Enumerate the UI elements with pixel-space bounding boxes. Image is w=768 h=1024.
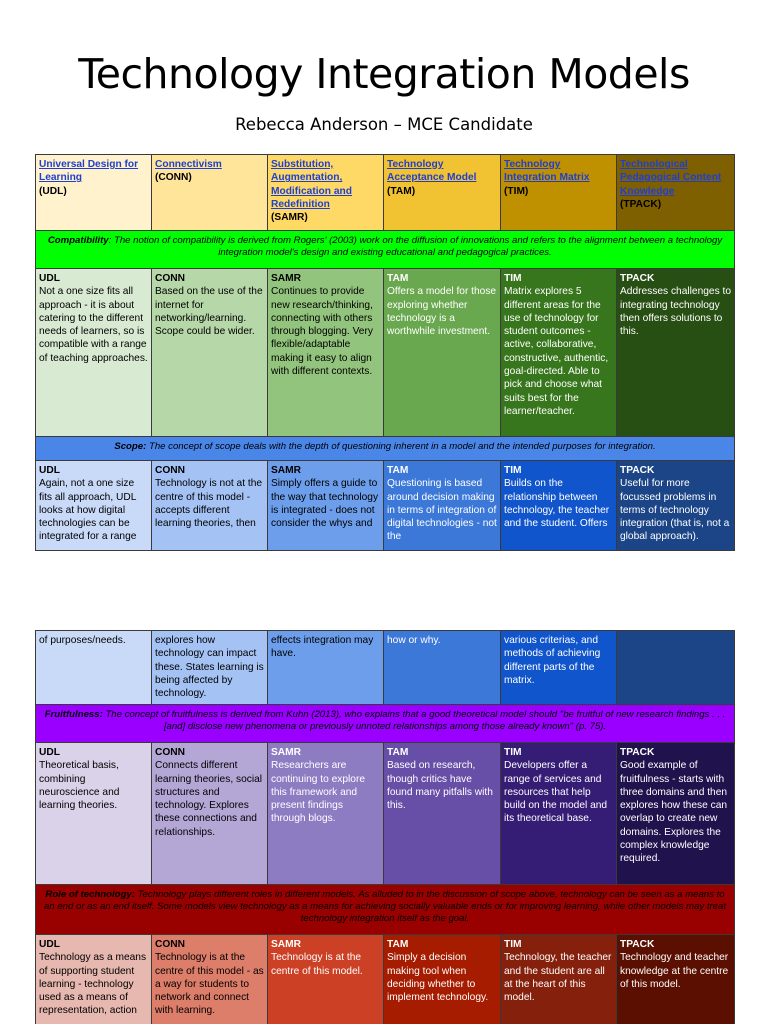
- scope-cont-conn: explores how technology can impact these. States learning is being affected by technology.: [152, 631, 268, 705]
- role-tpack: TPACK Technology and teacher knowledge at the centre of this model.: [617, 935, 735, 1024]
- scope-cont-tpack: [617, 631, 735, 705]
- header-samr: Substitution, Augmentation, Modification and Redefinition (SAMR): [268, 155, 384, 231]
- page-subtitle: Rebecca Anderson – MCE Candidate: [235, 115, 533, 134]
- scope-band: Scope: The concept of scope deals with the depth of questioning inherent in a model and the intended purposes for integration.: [36, 437, 735, 461]
- fruit-udl: UDL Theoretical basis, combining neuroscience and learning theories.: [36, 743, 152, 885]
- scope-cont-tim: various criterias, and methods of achieving different parts of the matrix.: [501, 631, 617, 705]
- fruitfulness-band: Fruitfulness: The concept of fruitfulness is derived from Kuhn (2013), who explains that a good theoretical model should "be fruitful of new research findings . . . [and] disclose new phenomena or previously unnoted relationships among those already known" (p. 75).: [36, 705, 735, 743]
- conn-link[interactable]: Connectivism: [155, 159, 222, 170]
- role-udl: UDL Technology as a means of supporting student learning - technology used as a means of representation, action: [36, 935, 152, 1024]
- scope-continued-row: [36, 631, 735, 705]
- role-row: [36, 935, 735, 1024]
- scope-samr: SAMR Simply offers a guide to the way that technology is integrated - does not consider the whys and: [268, 461, 384, 551]
- header-udl: Universal Design for Learning (UDL): [36, 155, 152, 231]
- compat-tpack: TPACK Addresses challenges to integrating technology then offers solutions to this.: [617, 269, 735, 437]
- scope-conn: CONN Technology is not at the centre of this model - accepts different learning theories, then: [152, 461, 268, 551]
- role-tam: TAM Simply a decision making tool when deciding whether to implement technology.: [384, 935, 501, 1024]
- compat-tam: TAM Offers a model for those exploring whether technology is a worthwhile investment.: [384, 269, 501, 437]
- scope-tpack: TPACK Useful for more focussed problems in terms of technology integration (that is, not a global approach).: [617, 461, 735, 551]
- fruit-tim: TIM Developers offer a range of services and resources that help build on the model and its theoretical base.: [501, 743, 617, 885]
- page-title: Technology Integration Models: [78, 50, 690, 98]
- fruit-samr: SAMR Researchers are continuing to explore this framework and present findings through blogs.: [268, 743, 384, 885]
- header-tam: Technology Acceptance Model (TAM): [384, 155, 501, 231]
- scope-tam: TAM Questioning is based around decision making in terms of integration of digital technologies - not the: [384, 461, 501, 551]
- udl-link[interactable]: Universal Design for Learning: [39, 159, 139, 184]
- scope-row: [36, 461, 735, 551]
- tim-link[interactable]: Technology Integration Matrix: [504, 159, 590, 184]
- models-table-page-1: [35, 154, 735, 551]
- fruit-tam: TAM Based on research, though critics have found many pitfalls with this.: [384, 743, 501, 885]
- scope-cont-samr: effects integration may have.: [268, 631, 384, 705]
- compatibility-row: [36, 269, 735, 437]
- samr-link[interactable]: Substitution, Augmentation, Modification and Redefinition: [271, 159, 352, 210]
- fruit-tpack: TPACK Good example of fruitfulness - starts with three domains and then explores how these can overlap to create new domains. Explores the complex knowledge required.: [617, 743, 735, 885]
- fruitfulness-row: [36, 743, 735, 885]
- role-samr: SAMR Technology is at the centre of this model.: [268, 935, 384, 1024]
- compat-samr: SAMR Continues to provide new research/thinking, connecting with others through blogging. Very flexible/adaptable making it easy to align with different contexts.: [268, 269, 384, 437]
- tpack-link[interactable]: Technological Pedagogical Content Knowledge: [620, 159, 722, 197]
- scope-udl: UDL Again, not a one size fits all approach, UDL looks at how digital technologies can be integrated for a range: [36, 461, 152, 551]
- role-band: Role of technology: Technology plays different roles in different models. As alluded to in the discussion of scope above, technology can be seen as a means to an end or as an end itself. Some models view technology as a means for achieving socially valuable ends or for improving learning, while other models may treat technology integration itself as the goal.: [36, 885, 735, 935]
- scope-cont-tam: how or why.: [384, 631, 501, 705]
- compat-conn: CONN Based on the use of the internet for networking/learning. Scope could be wider.: [152, 269, 268, 437]
- role-tim: TIM Technology, the teacher and the student are all at the heart of this model.: [501, 935, 617, 1024]
- scope-cont-udl: of purposes/needs.: [36, 631, 152, 705]
- header-tpack: Technological Pedagogical Content Knowledge (TPACK): [617, 155, 735, 231]
- fruit-conn: CONN Connects different learning theories, social structures and technology. Explores these connections and relationships.: [152, 743, 268, 885]
- compatibility-band: Compatibility: The notion of compatibility is derived from Rogers' (2003) work on the diffusion of innovations and refers to the alignment between a technology integration model's design and existing educational and pedagogical practices.: [36, 231, 735, 269]
- tam-link[interactable]: Technology Acceptance Model: [387, 159, 477, 184]
- header-conn: Connectivism (CONN): [152, 155, 268, 231]
- header-tim: Technology Integration Matrix (TIM): [501, 155, 617, 231]
- role-conn: CONN Technology is at the centre of this model - as a way for students to network and connect with learning.: [152, 935, 268, 1024]
- compat-udl: UDL Not a one size fits all approach - it is about catering to the different needs of learners, so is compatible with a range of teaching approaches.: [36, 269, 152, 437]
- models-table-page-2: [35, 630, 735, 1024]
- scope-tim: TIM Builds on the relationship between technology, the teacher and the student. Offers: [501, 461, 617, 551]
- compat-tim: TIM Matrix explores 5 different areas for the use of technology for student outcomes - active, collaborative, constructive, authentic, goal-directed. Able to pick and choose what suits best for the learner/teacher.: [501, 269, 617, 437]
- header-row: [36, 155, 735, 231]
